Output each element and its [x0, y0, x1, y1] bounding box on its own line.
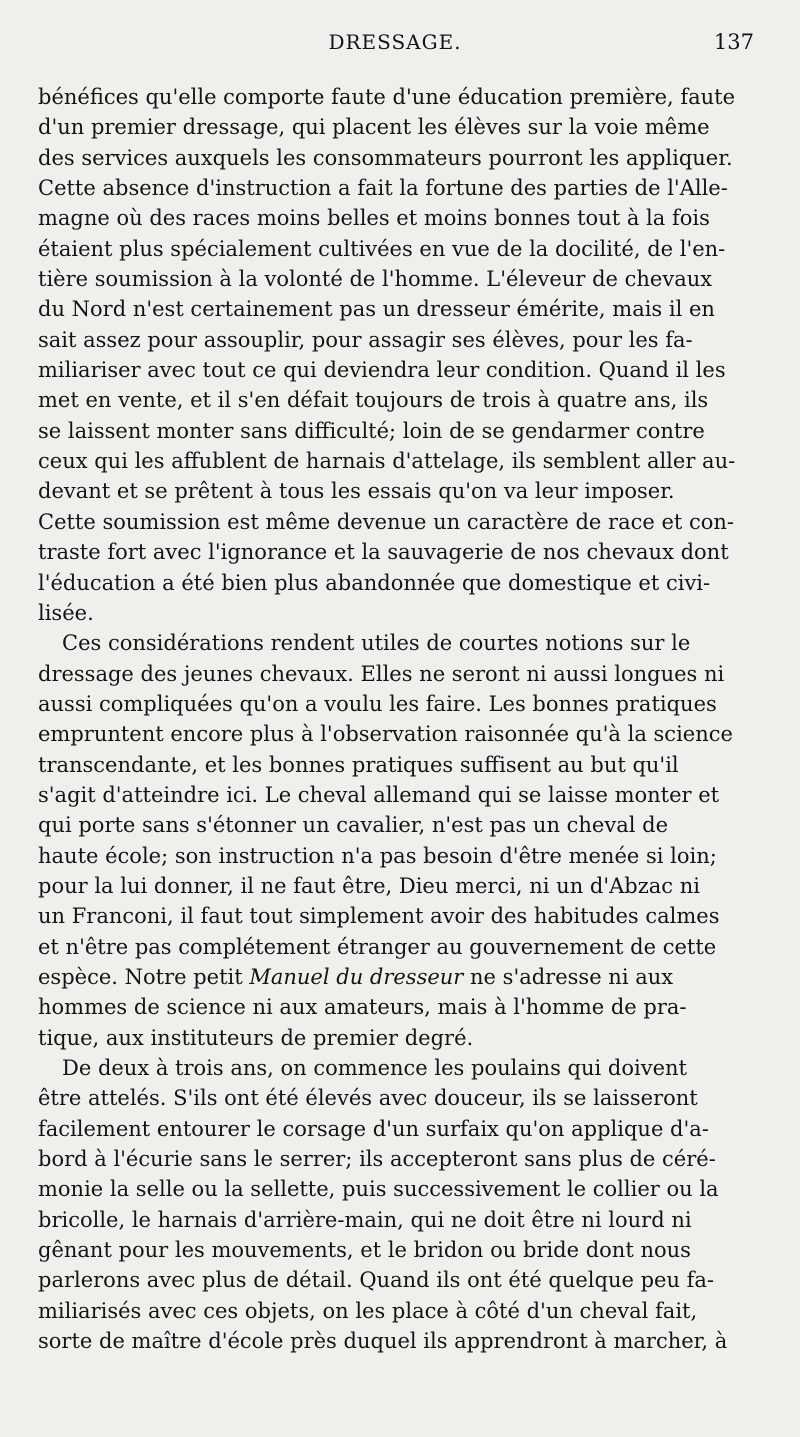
text-line: dressage des jeunes chevaux. Elles ne seront ni aussi longues ni: [38, 661, 725, 686]
text-line: facilement entourer le corsage d'un surfaix qu'on applique d'a-: [38, 1116, 709, 1141]
text-line: parlerons avec plus de détail. Quand ils ont été quelque peu fa-: [38, 1268, 715, 1293]
text-line: ceux qui les affublent de harnais d'attelage, ils semblent aller au-: [38, 449, 736, 474]
text-line: transcendante, et les bonnes pratiques suffisent au but qu'il: [38, 752, 679, 777]
text-line: étaient plus spécialement cultivées en vue de la docilité, de l'en-: [38, 236, 726, 261]
text-line: se laissent monter sans difficulté; loin de se gendarmer contre: [38, 418, 705, 443]
text-line: met en vente, et il s'en défait toujours de trois à quatre ans, ils: [38, 388, 709, 413]
text-line: miliariser avec tout ce qui deviendra leur condition. Quand il les: [38, 358, 726, 383]
text-line: bricolle, le harnais d'arrière-main, qui ne doit être ni lourd ni: [38, 1207, 692, 1232]
text-line: miliarisés avec ces objets, on les place à côté d'un cheval fait,: [38, 1298, 698, 1323]
text-line: l'éducation a été bien plus abandonnée que domestique et civi-: [38, 570, 711, 595]
text-line: haute école; son instruction n'a pas besoin d'être menée si loin;: [38, 843, 717, 868]
text-line: gênant pour les mouvements, et le bridon ou bride dont nous: [38, 1238, 691, 1263]
text-line: lisée.: [38, 600, 94, 625]
text-line: devant et se prêtent à tous les essais qu'on va leur imposer.: [38, 479, 675, 504]
text-line: pour la lui donner, il ne faut être, Dieu merci, ni un d'Abzac ni: [38, 873, 700, 898]
text-line: qui porte sans s'étonner un cavalier, n'est pas un cheval de: [38, 813, 668, 838]
text-line: du Nord n'est certainement pas un dresseur émérite, mais il en: [38, 297, 715, 322]
text-line: Cette absence d'instruction a fait la fortune des parties de l'Alle-: [38, 176, 728, 201]
text-line: traste fort avec l'ignorance et la sauvagerie de nos chevaux dont: [38, 540, 729, 565]
text-line: un Franconi, il faut tout simplement avoir des habitudes calmes: [38, 904, 720, 929]
text-line: tique, aux instituteurs de premier degré.: [38, 1025, 474, 1050]
text-segment: ne s'adresse ni aux: [463, 964, 674, 989]
text-line: empruntent encore plus à l'observation raisonnée qu'à la science: [38, 722, 733, 747]
text-line: aussi compliquées qu'on a voulu les faire. Les bonnes pratiques: [38, 691, 717, 716]
text-line: sorte de maître d'école près duquel ils apprendront à marcher, à: [38, 1329, 728, 1354]
text-line: sait assez pour assouplir, pour assagir ses élèves, pour les fa-: [38, 327, 693, 352]
text-line: tière soumission à la volonté de l'homme. L'éleveur de chevaux: [38, 267, 713, 292]
text-line-with-italic: [38, 962, 758, 992]
page-number: 137: [713, 30, 754, 54]
text-line: Cette soumission est même devenue un caractère de race et con-: [38, 509, 735, 534]
text-segment: espèce. Notre petit: [38, 964, 250, 989]
text-line: bénéfices qu'elle comporte faute d'une éducation première, faute: [38, 85, 736, 109]
text-line: des services auxquels les consommateurs pourront les appliquer.: [38, 145, 733, 170]
text-line: et n'être pas complétement étranger au gouvernement de cette: [38, 934, 717, 959]
text-line: s'agit d'atteindre ici. Le cheval allemand qui se laisse monter et: [38, 782, 720, 807]
text-line: monie la selle ou la sellette, puis successivement le collier ou la: [38, 1177, 719, 1202]
italic-book-title: Manuel du dresseur: [249, 964, 464, 989]
running-head: [36, 30, 754, 62]
paragraph-start-line: Ces considérations rendent utiles de courtes notions sur le: [62, 631, 691, 656]
text-line: bord à l'écurie sans le serrer; ils accepteront sans plus de céré-: [38, 1147, 716, 1172]
text-line: d'un premier dressage, qui placent les élèves sur la voie même: [38, 115, 710, 140]
text-line: être attelés. S'ils ont été élevés avec douceur, ils se laisseront: [38, 1086, 698, 1111]
text-line: hommes de science ni aux amateurs, mais à l'homme de pra-: [38, 995, 687, 1020]
text-line: magne où des races moins belles et moins bonnes tout à la fois: [38, 206, 710, 231]
running-title: DRESSAGE.: [328, 30, 462, 54]
paragraph-start-line: De deux à trois ans, on commence les poulains qui doivent: [62, 1056, 687, 1080]
body-text: [38, 82, 758, 1356]
